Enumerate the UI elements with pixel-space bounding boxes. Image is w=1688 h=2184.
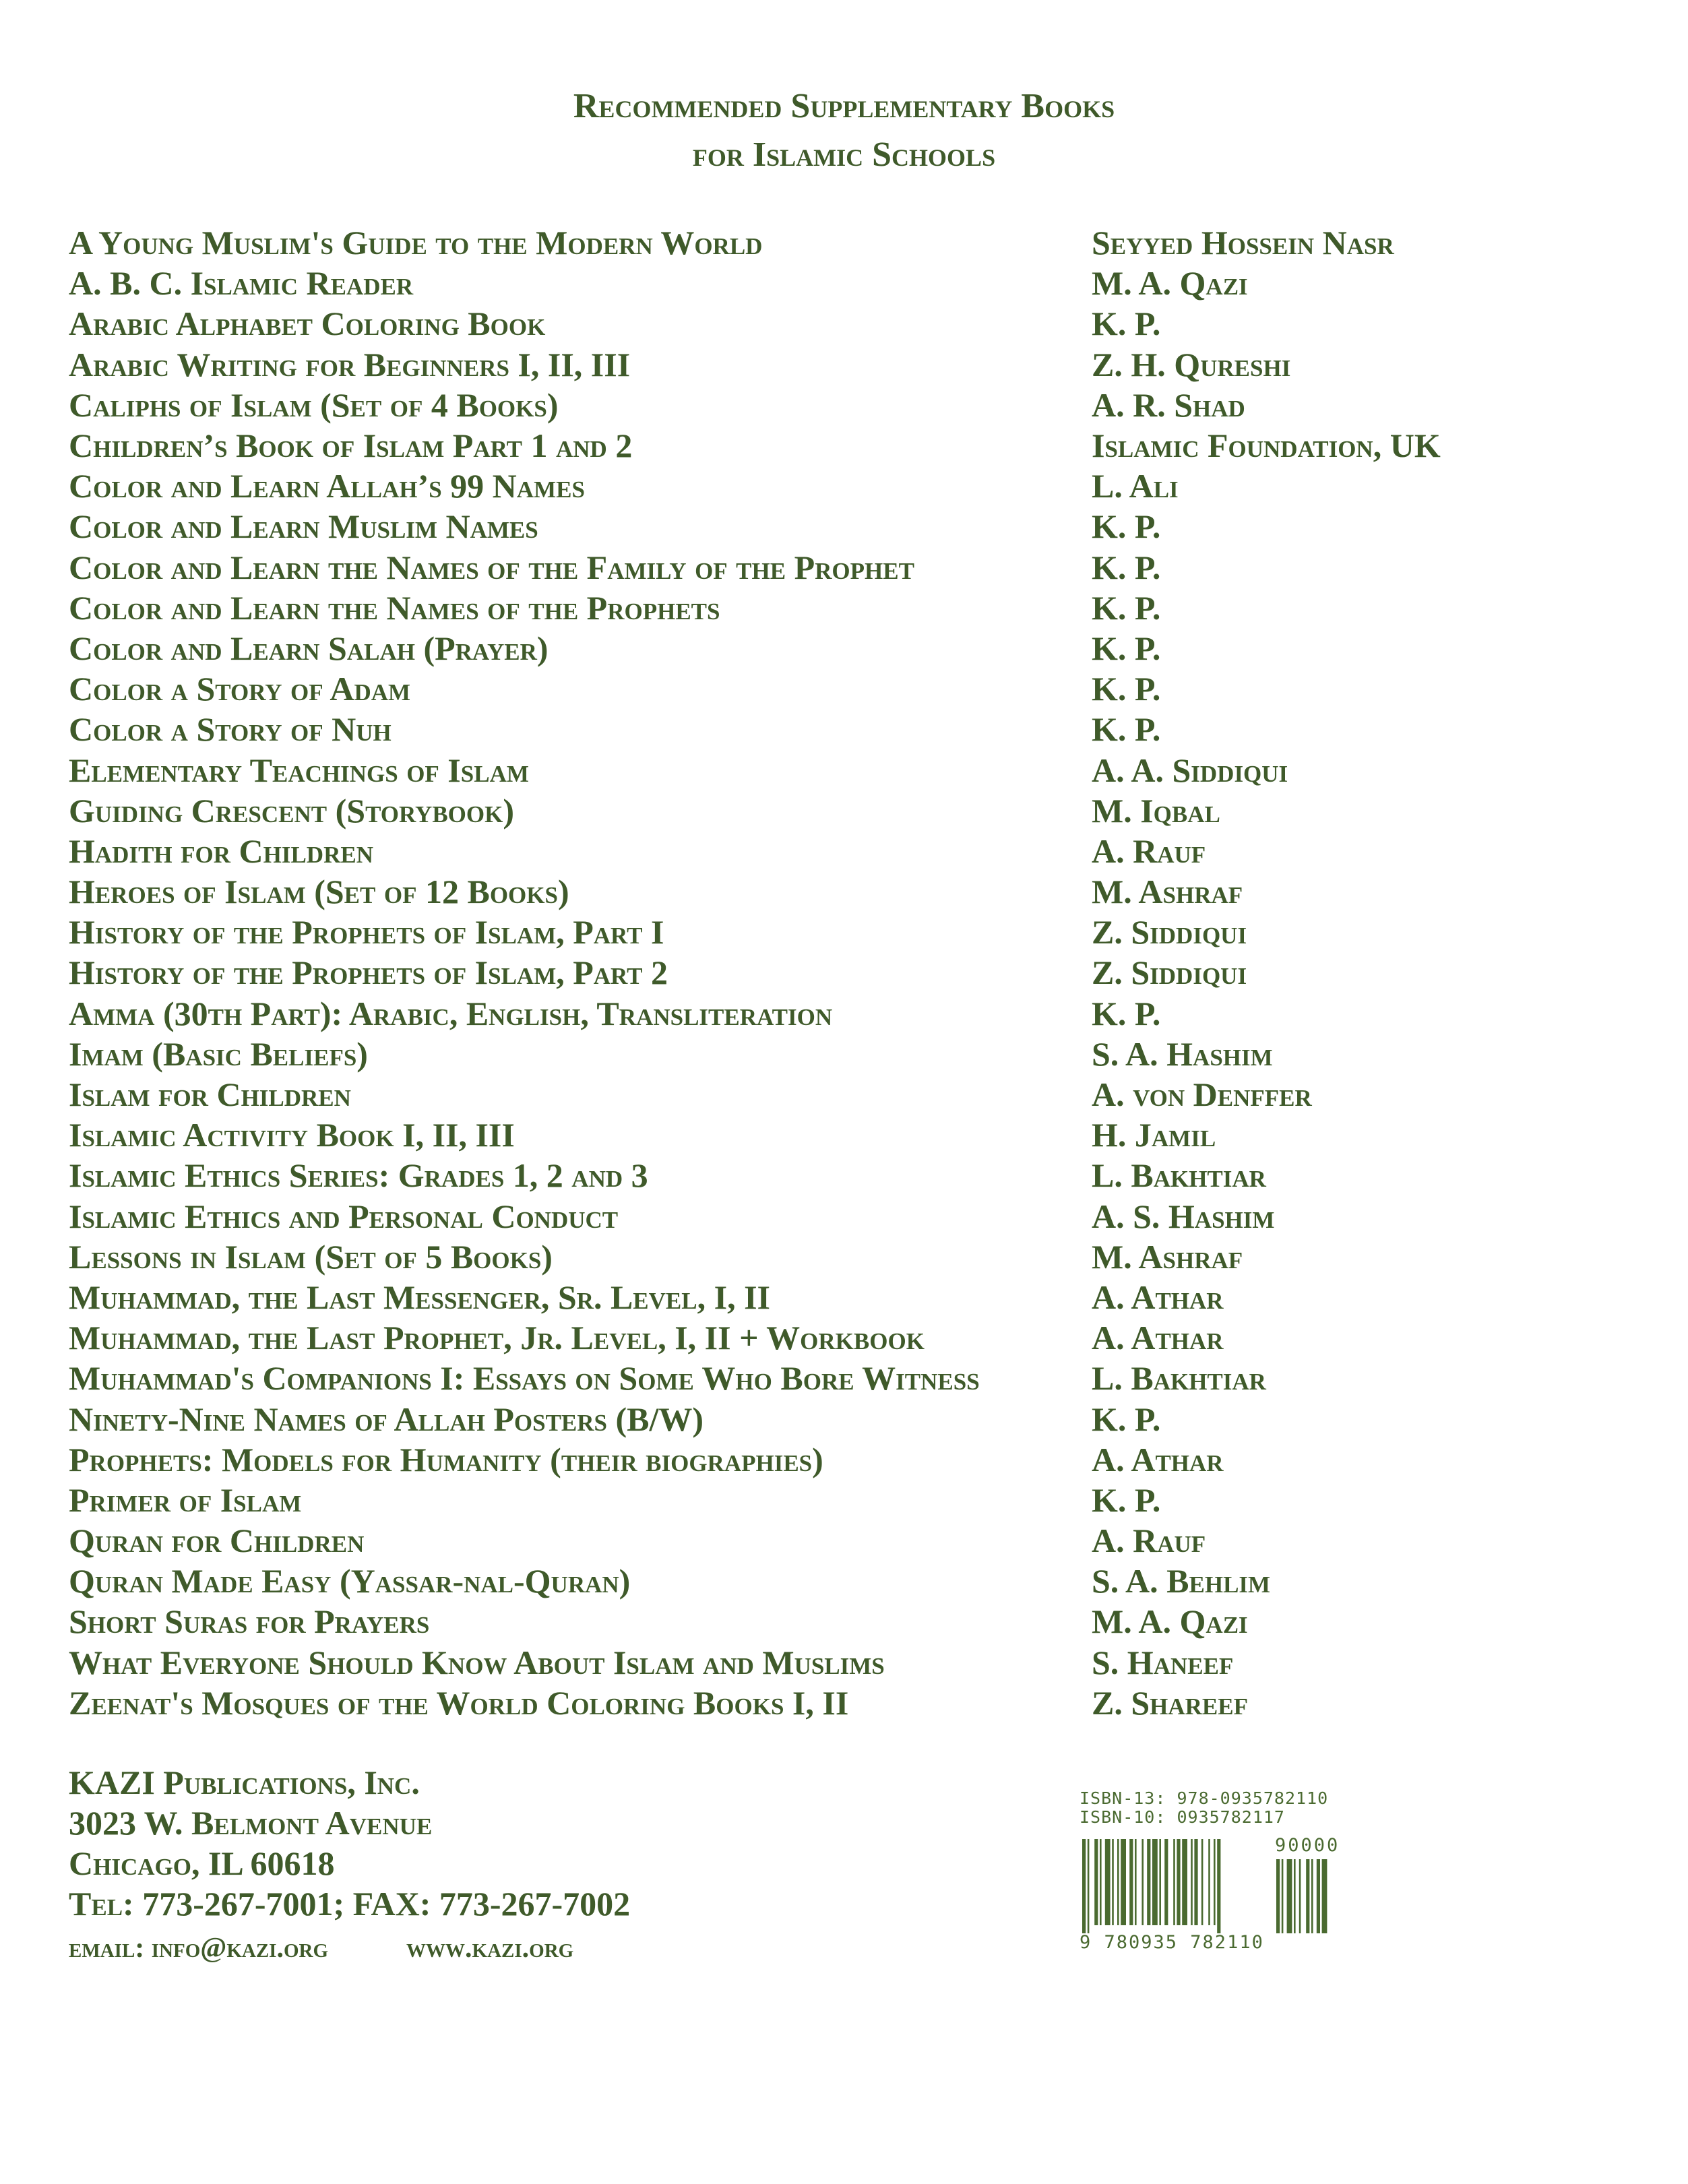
book-author: H. Jamil xyxy=(1092,1116,1216,1154)
book-row xyxy=(69,1683,1652,1723)
barcode-bar xyxy=(1082,1839,1086,1933)
book-title: Color and Learn Muslim Names xyxy=(69,507,538,546)
barcode-addon-bar xyxy=(1294,1859,1296,1933)
barcode-bar xyxy=(1100,1839,1102,1925)
book-author: K. P. xyxy=(1092,1480,1161,1519)
book-author: S. A. Hashim xyxy=(1092,1034,1273,1073)
book-author: A. Athar xyxy=(1092,1440,1224,1478)
publisher-email: email: info@kazi.org xyxy=(69,1933,329,1964)
barcode-addon-bar xyxy=(1322,1859,1327,1933)
barcode-bar xyxy=(1129,1839,1133,1925)
book-title: Color a Story of Nuh xyxy=(69,710,392,749)
book-row xyxy=(69,466,1652,506)
book-author: A. Athar xyxy=(1092,1278,1224,1316)
book-row xyxy=(69,588,1652,628)
barcode-bar xyxy=(1121,1839,1126,1925)
book-row xyxy=(69,1034,1652,1074)
book-title: Ninety-Nine Names of Allah Posters (B/W) xyxy=(69,1400,704,1438)
book-author: K. P. xyxy=(1092,670,1161,708)
book-row xyxy=(69,1074,1652,1115)
publisher-phone: Tel: 773-267-7001; FAX: 773-267-7002 xyxy=(69,1885,631,1923)
barcode-bar xyxy=(1201,1839,1204,1925)
book-row xyxy=(69,303,1652,344)
book-row xyxy=(69,547,1652,588)
book-author: A. R. Shad xyxy=(1092,385,1245,424)
barcode-bar xyxy=(1142,1839,1144,1925)
barcode-bar xyxy=(1112,1839,1114,1925)
barcode-addon-bar xyxy=(1306,1859,1309,1933)
book-title: Islamic Ethics Series: Grades 1, 2 and 3 xyxy=(69,1156,648,1195)
barcode-bar xyxy=(1173,1839,1175,1925)
book-row xyxy=(69,222,1652,263)
book-row xyxy=(69,1561,1652,1601)
book-title: Quran Made Easy (Yassar-nal-Quran) xyxy=(69,1562,631,1600)
book-list xyxy=(69,222,1652,1723)
book-title: Lessons in Islam (Set of 5 Books) xyxy=(69,1237,553,1276)
contact-row xyxy=(69,1928,630,1968)
book-row xyxy=(69,1520,1652,1561)
book-title: Arabic Alphabet Coloring Book xyxy=(69,305,546,343)
barcode-bar xyxy=(1135,1839,1137,1925)
book-author: A. Athar xyxy=(1092,1319,1224,1357)
book-author: K. P. xyxy=(1092,1400,1161,1438)
book-row xyxy=(69,1601,1652,1642)
book-row xyxy=(69,1439,1652,1480)
barcode-addon-bar xyxy=(1287,1859,1292,1933)
book-author: Z. H. Qureshi xyxy=(1092,345,1291,383)
book-row xyxy=(69,912,1652,952)
book-author: K. P. xyxy=(1092,588,1161,627)
book-row xyxy=(69,1277,1652,1317)
book-title: Color and Learn the Names of the Prophets xyxy=(69,588,720,627)
barcode-bar xyxy=(1208,1839,1210,1925)
book-row xyxy=(69,425,1652,466)
book-author: Z. Siddiqui xyxy=(1092,954,1247,992)
barcode-bar xyxy=(1164,1839,1168,1925)
barcode-bar xyxy=(1177,1839,1180,1925)
book-row xyxy=(69,1237,1652,1277)
barcode-addon-bar xyxy=(1282,1859,1284,1933)
book-title: Primer of Islam xyxy=(69,1480,302,1519)
book-title: Children’s Book of Islam Part 1 and 2 xyxy=(69,427,633,465)
book-author: K. P. xyxy=(1092,994,1161,1032)
book-row xyxy=(69,1480,1652,1520)
book-row xyxy=(69,831,1652,871)
barcode-addon-bar xyxy=(1299,1859,1301,1933)
book-title: Muhammad, the Last Prophet, Jr. Level, I, II + Workbook xyxy=(69,1319,925,1357)
book-author: L. Bakhtiar xyxy=(1092,1156,1266,1195)
book-author: L. Ali xyxy=(1092,467,1179,505)
book-row xyxy=(69,1398,1652,1439)
book-author: K. P. xyxy=(1092,507,1161,546)
book-row xyxy=(69,1358,1652,1398)
book-row xyxy=(69,344,1652,385)
book-row xyxy=(69,871,1652,912)
barcode-addon-digits: 90000 xyxy=(1275,1835,1340,1856)
barcode-addon-bar xyxy=(1317,1859,1320,1933)
book-title: Caliphs of Islam (Set of 4 Books) xyxy=(69,385,559,424)
book-title: Islam for Children xyxy=(69,1075,351,1114)
book-title: Islamic Ethics and Personal Conduct xyxy=(69,1197,619,1235)
book-author: A. von Denffer xyxy=(1092,1075,1312,1114)
book-title: Amma (30th Part): Arabic, English, Transliteration xyxy=(69,994,833,1032)
book-row xyxy=(69,1155,1652,1195)
book-author: L. Bakhtiar xyxy=(1092,1359,1266,1398)
book-title: Imam (Basic Beliefs) xyxy=(69,1034,368,1073)
book-author: A. A. Siddiqui xyxy=(1092,751,1288,789)
book-title: History of the Prophets of Islam, Part 2 xyxy=(69,954,668,992)
publisher-name: KAZI Publications, Inc. xyxy=(69,1764,420,1801)
book-row xyxy=(69,1642,1652,1683)
book-row xyxy=(69,952,1652,993)
book-author: A. Rauf xyxy=(1092,1522,1206,1560)
book-title: Arabic Writing for Beginners I, II, III xyxy=(69,345,631,383)
isbn-block xyxy=(1080,1788,1359,1953)
book-author: M. Ashraf xyxy=(1092,1237,1243,1276)
barcode-bar xyxy=(1088,1839,1090,1933)
publisher-street: 3023 W. Belmont Avenue xyxy=(69,1804,433,1842)
book-title: Color and Learn the Names of the Family of the Prophet xyxy=(69,548,914,586)
book-author: M. Ashraf xyxy=(1092,873,1243,911)
book-author: S. A. Behlim xyxy=(1092,1562,1271,1600)
book-title: Hadith for Children xyxy=(69,832,373,870)
book-title: Islamic Activity Book I, II, III xyxy=(69,1116,515,1154)
barcode-bar xyxy=(1105,1839,1111,1925)
page-header xyxy=(0,82,1688,179)
book-author: Z. Shareef xyxy=(1092,1683,1249,1722)
book-row xyxy=(69,749,1652,790)
book-title: What Everyone Should Know About Islam and Muslims xyxy=(69,1643,885,1681)
book-row xyxy=(69,263,1652,303)
book-title: Zeenat's Mosques of the World Coloring Books I, II xyxy=(69,1683,849,1722)
book-author: M. Iqbal xyxy=(1092,791,1220,830)
publisher-website: www.kazi.org xyxy=(406,1933,574,1964)
book-author: K. P. xyxy=(1092,305,1161,343)
book-row xyxy=(69,709,1652,749)
book-title: Prophets: Models for Humanity (their biographies) xyxy=(69,1440,823,1478)
book-title: Color and Learn Salah (Prayer) xyxy=(69,629,549,667)
book-author: M. A. Qazi xyxy=(1092,1602,1248,1641)
book-row xyxy=(69,628,1652,668)
barcode-bar xyxy=(1094,1839,1098,1925)
book-author: M. A. Qazi xyxy=(1092,264,1248,303)
book-title: Muhammad's Companions I: Essays on Some Who Bore Witness xyxy=(69,1359,980,1398)
isbn10-label: ISBN-10: 0935782117 xyxy=(1080,1807,1285,1827)
book-author: K. P. xyxy=(1092,548,1161,586)
book-row xyxy=(69,668,1652,709)
book-row xyxy=(69,506,1652,547)
barcode-bar xyxy=(1147,1839,1150,1925)
header-title-line2: for Islamic Schools xyxy=(692,135,996,174)
book-author: Islamic Foundation, UK xyxy=(1092,427,1441,465)
book-title: Muhammad, the Last Messenger, Sr. Level, I, II xyxy=(69,1278,770,1316)
book-row xyxy=(69,385,1652,425)
book-author: S. Haneef xyxy=(1092,1643,1234,1681)
book-author: Z. Siddiqui xyxy=(1092,913,1247,951)
barcode-bar xyxy=(1152,1839,1158,1925)
book-row xyxy=(69,993,1652,1034)
barcode-addon-bar xyxy=(1311,1859,1313,1933)
book-title: A Young Muslim's Guide to the Modern World xyxy=(69,224,763,262)
book-title: Color and Learn Allah’s 99 Names xyxy=(69,467,585,505)
barcode-bar xyxy=(1159,1839,1161,1925)
book-title: History of the Prophets of Islam, Part I xyxy=(69,913,664,951)
book-row xyxy=(69,790,1652,831)
book-author: A. S. Hashim xyxy=(1092,1197,1275,1235)
book-title: Guiding Crescent (Storybook) xyxy=(69,791,515,830)
header-title-line1: Recommended Supplementary Books xyxy=(573,87,1115,125)
book-row xyxy=(69,1196,1652,1237)
book-title: Elementary Teachings of Islam xyxy=(69,751,529,789)
barcode-digits: 9 780935 782110 xyxy=(1080,1932,1264,1953)
barcode-bar xyxy=(1117,1839,1119,1925)
barcode-bar xyxy=(1194,1839,1197,1925)
publisher-info xyxy=(69,1762,630,1968)
barcode-addon-bar xyxy=(1276,1859,1280,1933)
barcode-bar xyxy=(1214,1839,1216,1925)
book-author: A. Rauf xyxy=(1092,832,1206,870)
book-title: A. B. C. Islamic Reader xyxy=(69,264,414,303)
barcode-bar xyxy=(1182,1839,1187,1925)
publisher-city: Chicago, IL 60618 xyxy=(69,1844,335,1882)
book-author: K. P. xyxy=(1092,710,1161,749)
book-author: Seyyed Hossein Nasr xyxy=(1092,224,1394,262)
book-row xyxy=(69,1115,1652,1155)
book-title: Heroes of Islam (Set of 12 Books) xyxy=(69,873,569,911)
book-title: Short Suras for Prayers xyxy=(69,1602,430,1641)
book-row xyxy=(69,1317,1652,1358)
book-title: Quran for Children xyxy=(69,1522,365,1560)
book-author: K. P. xyxy=(1092,629,1161,667)
book-title: Color a Story of Adam xyxy=(69,670,411,708)
isbn13-label: ISBN-13: 978-0935782110 xyxy=(1080,1788,1329,1808)
barcode-bar xyxy=(1191,1839,1193,1925)
barcode-bar xyxy=(1217,1839,1220,1933)
